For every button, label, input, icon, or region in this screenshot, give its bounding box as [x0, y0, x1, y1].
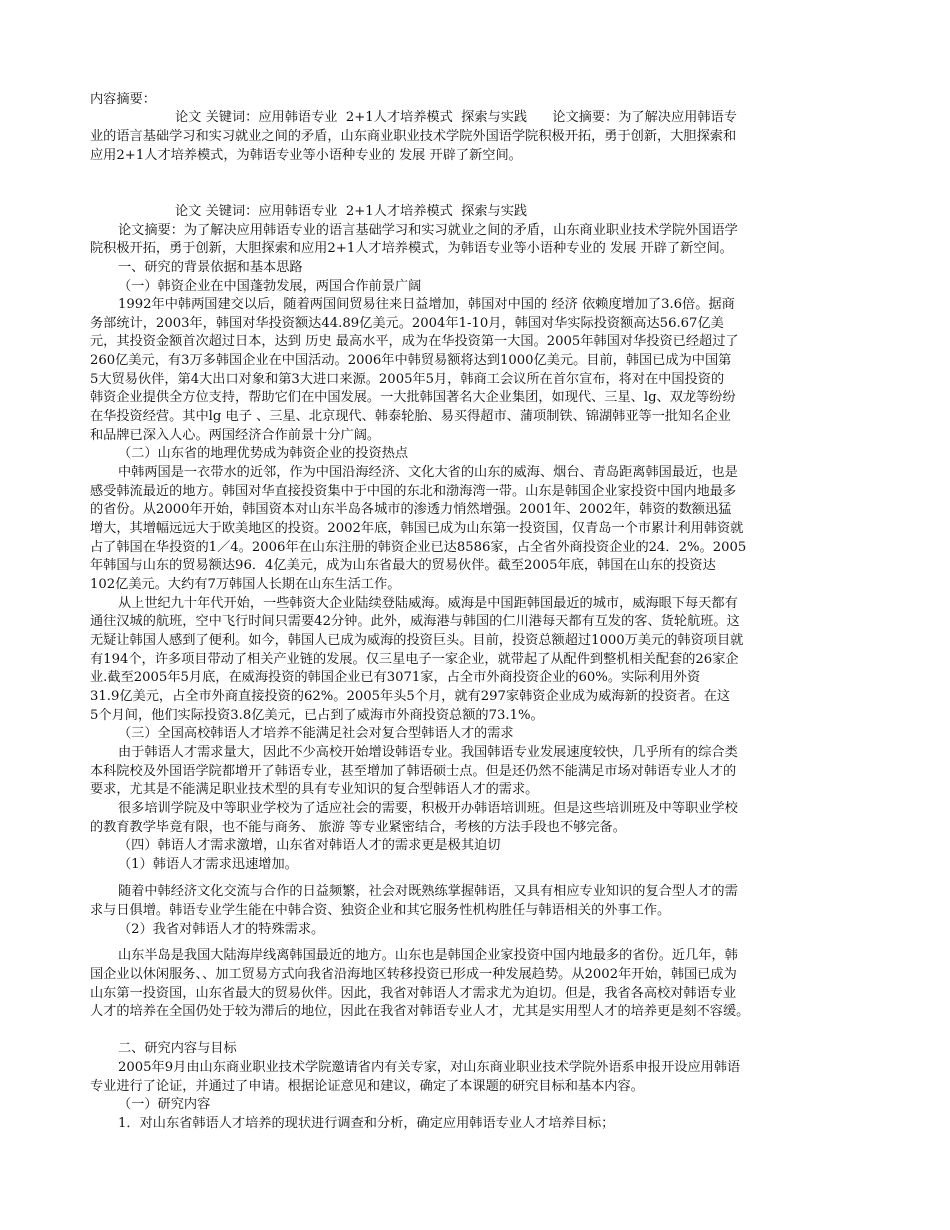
text-line: 业的语言基础学习和实习就业之间的矛盾，山东商业职业技术学院外国语学院积极开拓，勇于创新，大胆探索和: [90, 129, 737, 144]
body-line: 山东半岛是我国大陆海岸线离韩国最近的地方。山东也是韩国企业家投资中国内地最多的省份。近几年，韩: [118, 948, 738, 963]
body-line: 102亿美元。大约有7万韩国人长期在山东生活工作。: [90, 577, 401, 592]
body-line: 的教育教学毕竟有限，也不能与商务、 旅游 等专业紧密结合，考核的方法手段也不够完备。: [90, 820, 626, 835]
subsection-heading: （一）韩资企业在中国蓬勃发展，两国合作前景广阔: [118, 279, 422, 294]
body-line: 业.截至2005年5月底，在威海投资的韩国企业已有3071家，占全市外商投资企业的60%。实际利用外资: [90, 670, 701, 685]
body-line: 在华投资经营。其中lg 电子 、三星、北京现代、韩泰轮胎、易买得超市、蒲项制铁、锦湖韩亚等一批知名企业: [90, 409, 731, 424]
body-line: 通往汉城的航班，空中飞行时间只需要42分钟。此外，威海港与韩国的仁川港每天都有互发的客、货轮航班。这: [90, 614, 740, 629]
body-line: 1992年中韩两国建交以后，随着两国间贸易往来日益增加，韩国对中国的 经济 依赖度增加了3.6倍。据商: [118, 297, 735, 312]
body-line: 专业进行了论证，并通过了申请。根据论证意见和建议，确定了本课题的研究目标和基本内容。: [90, 1079, 644, 1094]
body-line: 2005年9月由山东商业职业技术学院邀请省内有关专家，对山东商业职业技术学院外语系申报开设应用韩语: [118, 1060, 741, 1075]
body-line: 求与日俱增。韩语专业学生能在中韩合资、独资企业和其它服务性机构胜任与韩语相关的外事工作。: [90, 903, 671, 918]
subsection-heading: （二）山东省的地理优势成为韩资企业的投资热点: [118, 446, 409, 461]
body-line: 随着中韩经济文化交流与合作的日益频繁，社会对既熟练掌握韩语，又具有相应专业知识的复合型人才的需: [118, 884, 738, 899]
subsection-heading: （三）全国高校韩语人才培养不能满足社会对复合型韩语人才的需求: [118, 726, 514, 741]
body-line: 的省份。从2000年开始，韩国资本对山东半岛各城市的渗透力悄然增强。2001年、2002年，韩资的数额迅猛: [90, 502, 732, 517]
list-heading: （2）我省对韩语人才的特殊需求。: [118, 922, 325, 937]
body-line: 5大贸易伙伴，第4大出口对象和第3大进口来源。2005年5月，韩商工会议所在首尔宣布，将对在中国投资的: [90, 372, 725, 387]
body-line: 山东第一投资国，山东省最大的贸易伙伴。因此，我省对韩语人才需求尤为迫切。但是，我省各高校对韩语专业: [90, 986, 737, 1001]
abstract-line: 院积极开拓，勇于创新，大胆探索和应用2+1人才培养模式，为韩语专业等小语种专业的 发展 开辟了新空间。: [90, 241, 733, 256]
subsection-heading: （一）研究内容: [118, 1097, 211, 1112]
abstract-line: 论文摘要：为了解决应用韩语专业的语言基础学习和实习就业之间的矛盾，山东商业职业技术学院外国语学: [118, 223, 738, 238]
list-heading: （1）韩语人才需求迅速增加。: [118, 857, 298, 872]
body-line: 260亿美元，有3万多韩国企业在中国活动。2006年中韩贸易额将达到1000亿美元。目前，韩国已成为中国第: [90, 353, 732, 368]
body-line: 人才的培养在全国仍处于较为滞后的地位，因此在我省对韩语专业人才，尤其是实用型人才的培养更是刻不容缓。: [90, 1004, 750, 1019]
section-heading: 二、研究内容与目标: [118, 1041, 237, 1056]
body-line: 无疑让韩国人感到了便利。如今，韩国人已成为威海的投资巨头。目前，投资总额超过1000万美元的韩资项目就: [90, 633, 744, 648]
body-line: 从上世纪九十年代开始，一些韩资大企业陆续登陆威海。威海是中国距韩国最近的城市，威海眼下每天都有: [118, 596, 738, 611]
body-line: 由于韩语人才需求量大，因此不少高校开始增设韩语专业。我国韩语专业发展速度较快，几乎所有的综合类: [118, 745, 738, 760]
body-line: 年韩国与山东的贸易额达96．4亿美元，成为山东省最大的贸易伙伴。截至2005年底，韩国在山东的投资达: [90, 558, 716, 573]
body-line: 务部统计，2003年，韩国对华投资额达44.89亿美元。2004年1-10月，韩国对华实际投资额高达56.67亿美: [90, 316, 724, 331]
body-line: 要求，尤其是不能满足职业技术型的具有专业知识的复合型韩语人才的需求。: [90, 782, 539, 797]
body-line: 占了韩国在华投资的1／4。2006年在山东注册的韩资企业已达8586家，占全省外商投资企业的24．2%。2005: [90, 540, 747, 555]
body-line: 元，其投资金额首次超过日本，达到 历史 最高水平，成为在华投资第一大国。2005年韩国对华投资已经超过了: [90, 334, 739, 349]
body-line: 和品牌已深入人心。两国经济合作前景十分广阔。: [90, 428, 381, 443]
body-line: 有194个，许多项目带动了相关产业链的发展。仅三星电子一家企业，就带起了从配件到整机相关配套的26家企: [90, 652, 739, 667]
body-line: 31.9亿美元，占全市外商直接投资的62%。2005年头5个月，就有297家韩资企业成为威海新的投资者。在这: [90, 689, 731, 704]
text-line: 应用2+1人才培养模式，为韩语专业等小语种专业的 发展 开辟了新空间。: [90, 148, 522, 163]
body-line: 增大，其增幅远远大于欧美地区的投资。2002年底，韩国已成为山东第一投资国，仅青岛一个市累计利用韩资就: [90, 521, 744, 536]
body-line: 国企业以休闲服务、、加工贸易方式向我省沿海地区转移投资已形成一种发展趋势。从2002年开始，韩国已成为: [90, 967, 737, 982]
body-line: 中韩两国是一衣带水的近邻，作为中国沿海经济、文化大省的山东的威海、烟台、青岛距离韩国最近，也是: [118, 465, 738, 480]
body-line: 感受韩流最近的地方。韩国对华直接投资集中于中国的东北和渤海湾一带。山东是韩国企业家投资中国内地最多: [90, 484, 737, 499]
section-heading: 一、研究的背景依据和基本思路: [118, 260, 303, 275]
body-line: 本科院校及外国语学院都增开了韩语专业，甚至增加了韩语硕士点。但是还仍然不能满足市场对韩语专业人才的: [90, 764, 737, 779]
abstract-heading: 内容摘要：: [90, 92, 156, 107]
body-line: 很多培训学院及中等职业学校为了适应社会的需要，积极开办韩语培训班。但是这些培训班及中等职业学校: [118, 801, 738, 816]
body-line: 韩资企业提供全方位支持，帮助它们在中国发展。一大批韩国著名大企业集团，如现代、三星、lg、双龙等纷纷: [90, 390, 736, 405]
subsection-heading: （四）韩语人才需求激增，山东省对韩语人才的需求更是极其迫切: [118, 838, 501, 853]
keywords-line: 论文 关键词：应用韩语专业 2+1人才培养模式 探索与实践: [175, 204, 528, 219]
list-item: 1．对山东省韩语人才培养的现状进行调查和分析，确定应用韩语专业人才培养目标；: [118, 1116, 615, 1131]
body-line: 5个月间，他们实际投资3.8亿美元，已占到了威海市外商投资总额的73.1%。: [90, 708, 544, 723]
keywords-line: 论文 关键词：应用韩语专业 2+1人才培养模式 探索与实践 论文摘要：为了解决应用韩语专: [175, 110, 737, 125]
